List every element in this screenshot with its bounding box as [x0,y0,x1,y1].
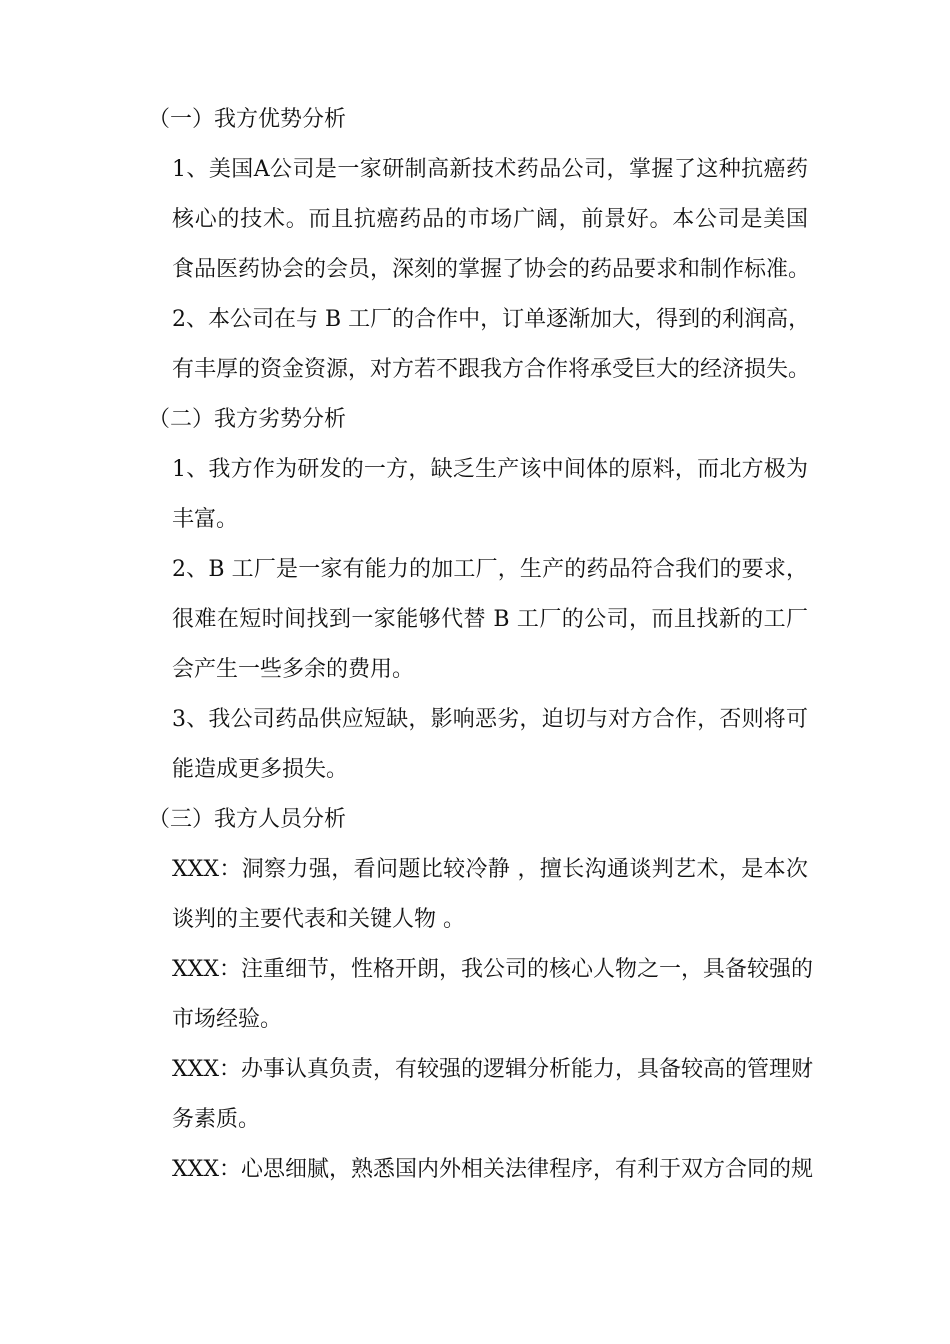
section-heading-disadvantages: （二）我方劣势分析 [148,407,347,432]
section-heading-personnel: （三）我方人员分析 [148,807,347,832]
paragraph-line: 食品医药协会的会员，深刻的掌握了协会的药品要求和制作标准。 [172,257,811,282]
paragraph-line: 3、我公司药品供应短缺，影响恶劣，迫切与对方合作，否则将可 [172,707,808,732]
paragraph-line: 有丰厚的资金资源，对方若不跟我方合作将承受巨大的经济损失。 [172,357,811,382]
paragraph-line: XXX：注重细节，性格开朗，我公司的核心人物之一，具备较强的 [172,957,813,982]
paragraph-line: XXX：办事认真负责，有较强的逻辑分析能力，具备较高的管理财 [172,1057,813,1082]
paragraph-line: 能造成更多损失。 [172,757,349,782]
paragraph-line: 核心的技术。而且抗癌药品的市场广阔，前景好。本公司是美国 [172,207,808,232]
paragraph-line: 2、B 工厂是一家有能力的加工厂，生产的药品符合我们的要求， [172,557,808,582]
paragraph-line: 丰富。 [172,507,239,532]
paragraph-line: 市场经验。 [172,1007,283,1032]
paragraph-line: 2、本公司在与 B 工厂的合作中，订单逐渐加大，得到的利润高， [172,307,811,332]
paragraph-line: XXX：洞察力强，看问题比较冷静 ，擅长沟通谈判艺术，是本次 [172,857,808,882]
paragraph-line: 务素质。 [172,1107,261,1132]
paragraph-line: 谈判的主要代表和关键人物 。 [172,907,465,932]
section-heading-advantages: （一）我方优势分析 [148,107,347,132]
paragraph-line: XXX：心思细腻，熟悉国内外相关法律程序，有利于双方合同的规 [172,1157,813,1182]
paragraph-line: 1、我方作为研发的一方，缺乏生产该中间体的原料，而北方极为 [172,457,808,482]
paragraph-line: 很难在短时间找到一家能够代替 B 工厂的公司，而且找新的工厂 [172,607,808,632]
paragraph-line: 1、美国A公司是一家研制高新技术药品公司，掌握了这种抗癌药 [172,157,808,182]
paragraph-line: 会产生一些多余的费用。 [172,657,415,682]
